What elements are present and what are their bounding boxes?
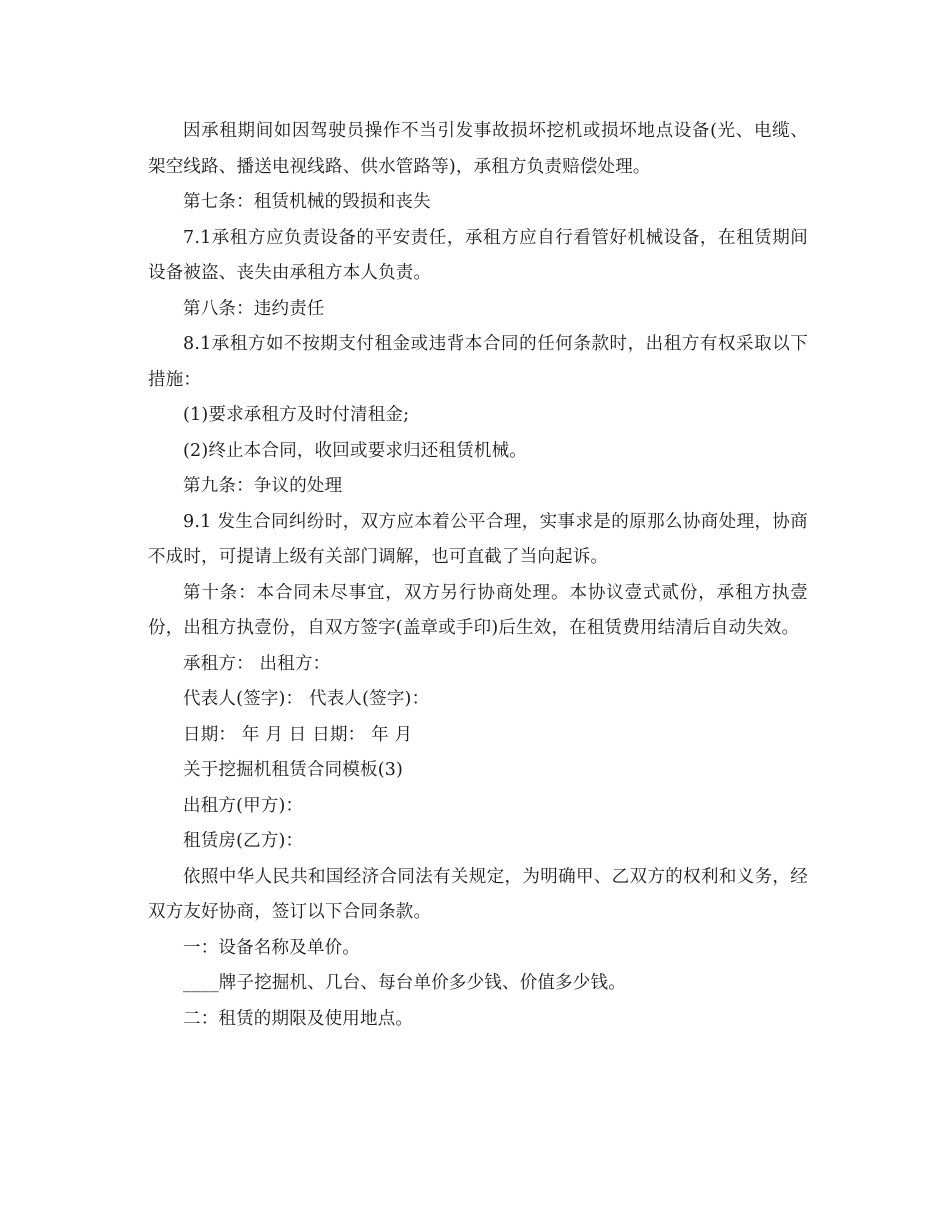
party-a-line: 出租方(甲方)： bbox=[183, 795, 304, 816]
paragraph-article-9-heading: 第九条：争议的处理 bbox=[183, 476, 343, 496]
paragraph-preamble: 依照中华人民共和国经济合同法有关规定，为明确甲、乙双方的权利和义务，经双方友好协商，签订以下合同条款。 bbox=[148, 866, 808, 922]
paragraph-clause-1-heading: 一：设备名称及单价。 bbox=[183, 937, 360, 958]
paragraph-article-10: 第十条：本合同未尽事宜，双方另行协商处理。本协议壹式贰份，承租方执壹份，出租方执壹份，自双方签字(盖章或手印)后生效，在租赁费用结清后自动失效。 bbox=[148, 582, 808, 638]
paragraph-article-7-1: 7.1承租方应负责设备的平安责任，承租方应自行看管好机械设备，在租赁期间设备被盗、丧失由承租方本人负责。 bbox=[148, 227, 808, 283]
paragraph-article-7-heading: 第七条：租赁机械的毁损和丧失 bbox=[183, 192, 431, 212]
paragraph-article-8-1: 8.1承租方如不按期支付租金或违背本合同的任何条款时，出租方有权采取以下措施： bbox=[148, 334, 808, 390]
paragraph-article-8-heading: 第八条：违约责任 bbox=[183, 298, 325, 319]
section-title-template-3: 关于挖掘机租赁合同模板(3) bbox=[183, 760, 404, 780]
paragraph-damage-liability: 因承租期间如因驾驶员操作不当引发事故损坏挖机或损坏地点设备(光、电缆、架空线路、播送电视线路、供水管路等)，承租方负责赔偿处理。 bbox=[148, 121, 808, 177]
party-b-line: 租赁房(乙方)： bbox=[183, 831, 304, 851]
signature-dates-line: 日期： 年 月 日 日期： 年 月 bbox=[183, 724, 413, 745]
paragraph-clause-2-heading: 二：租赁的期限及使用地点。 bbox=[183, 1008, 414, 1029]
signature-representatives-line: 代表人(签字)： 代表人(签字)： bbox=[183, 689, 430, 709]
document-body bbox=[148, 114, 808, 1037]
signature-parties-line: 承租方： 出租方： bbox=[183, 653, 331, 674]
paragraph-clause-1-detail: ____牌子挖掘机、几台、每台单价多少钱、价值多少钱。 bbox=[183, 973, 626, 993]
paragraph-article-9-1: 9.1 发生合同纠纷时，双方应本着公平合理，实事求是的原那么协商处理，协商不成时，可提请上级有关部门调解，也可直截了当向起诉。 bbox=[148, 511, 808, 567]
paragraph-measure-1: (1)要求承租方及时付清租金; bbox=[183, 405, 410, 425]
paragraph-measure-2: (2)终止本合同，收回或要求归还租赁机械。 bbox=[183, 440, 527, 461]
